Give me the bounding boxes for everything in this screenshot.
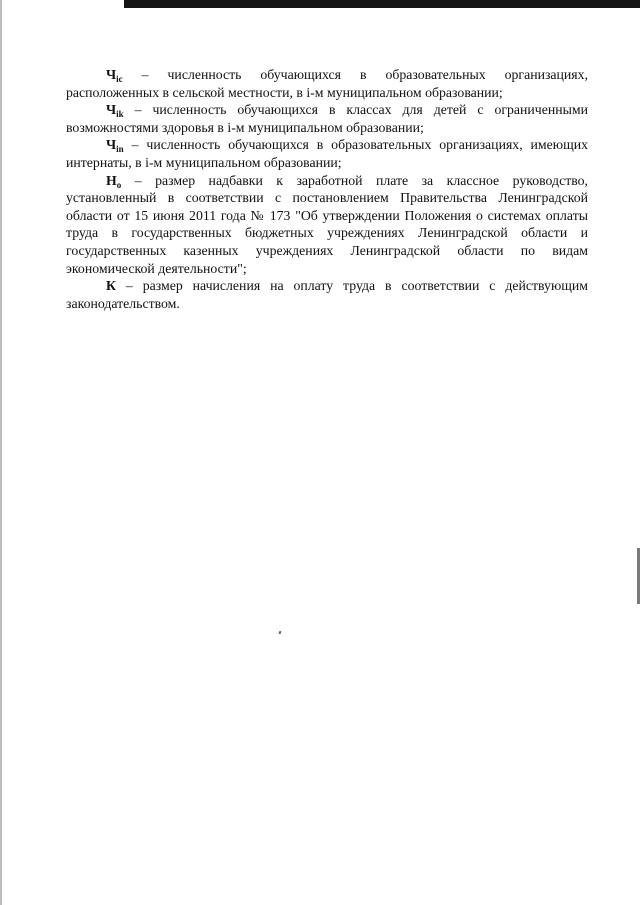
definition-text: – численность обучающихся в образовательных организациях, расположенных в сельской местности, в i-м муниципальном образовании;: [66, 67, 589, 100]
definition-symbol: $Н_о$: [106, 172, 122, 190]
definition-subscript: ic: [116, 74, 123, 84]
scan-speck: [279, 631, 282, 635]
definition-symbol: К: [106, 278, 117, 294]
definition-text: – численность обучающихся в образовательных организациях, имеющих интернаты, в i-м муниципальном образовании;: [66, 137, 589, 170]
definition-symbol: $Ч_{ik}$: [106, 102, 124, 120]
definition-subscript: in: [116, 144, 124, 155]
definition-class-teacher-bonus: [66, 172, 588, 278]
definition-boarding-students: [66, 136, 588, 171]
definition-rural-students: [66, 66, 588, 101]
definition-special-needs-students: [66, 101, 588, 136]
scan-top-border: [124, 0, 640, 8]
scan-left-edge: [0, 0, 2, 905]
definition-text: – численность обучающихся в классах для детей с ограниченными возможностями здоровья в i-м муниципальном образовании;: [66, 102, 588, 135]
document-body: [66, 66, 588, 312]
definition-text: – размер начисления на оплату труда в соответствии с действующим законодательством.: [66, 278, 589, 311]
definition-symbol: $Ч_{in}$: [106, 137, 124, 155]
definition-symbol: $Ч_{ic}$: [106, 67, 123, 84]
definition-subscript: о: [116, 179, 122, 190]
definition-payroll-accrual: [66, 277, 588, 312]
definition-subscript: ik: [116, 109, 124, 120]
definition-text: – размер надбавки к заработной плате за классное руководство, установленный в соответствии с постановлением Правительства Ленинградской области от 15 июня 2011 года № 173 "Об утверждении Положения о системах оплаты труда в государственных бюджетных учреждениях Ленинградской области и государственных казенных учреждениях Ленинградской области по видам экономической деятельности";: [66, 172, 588, 276]
